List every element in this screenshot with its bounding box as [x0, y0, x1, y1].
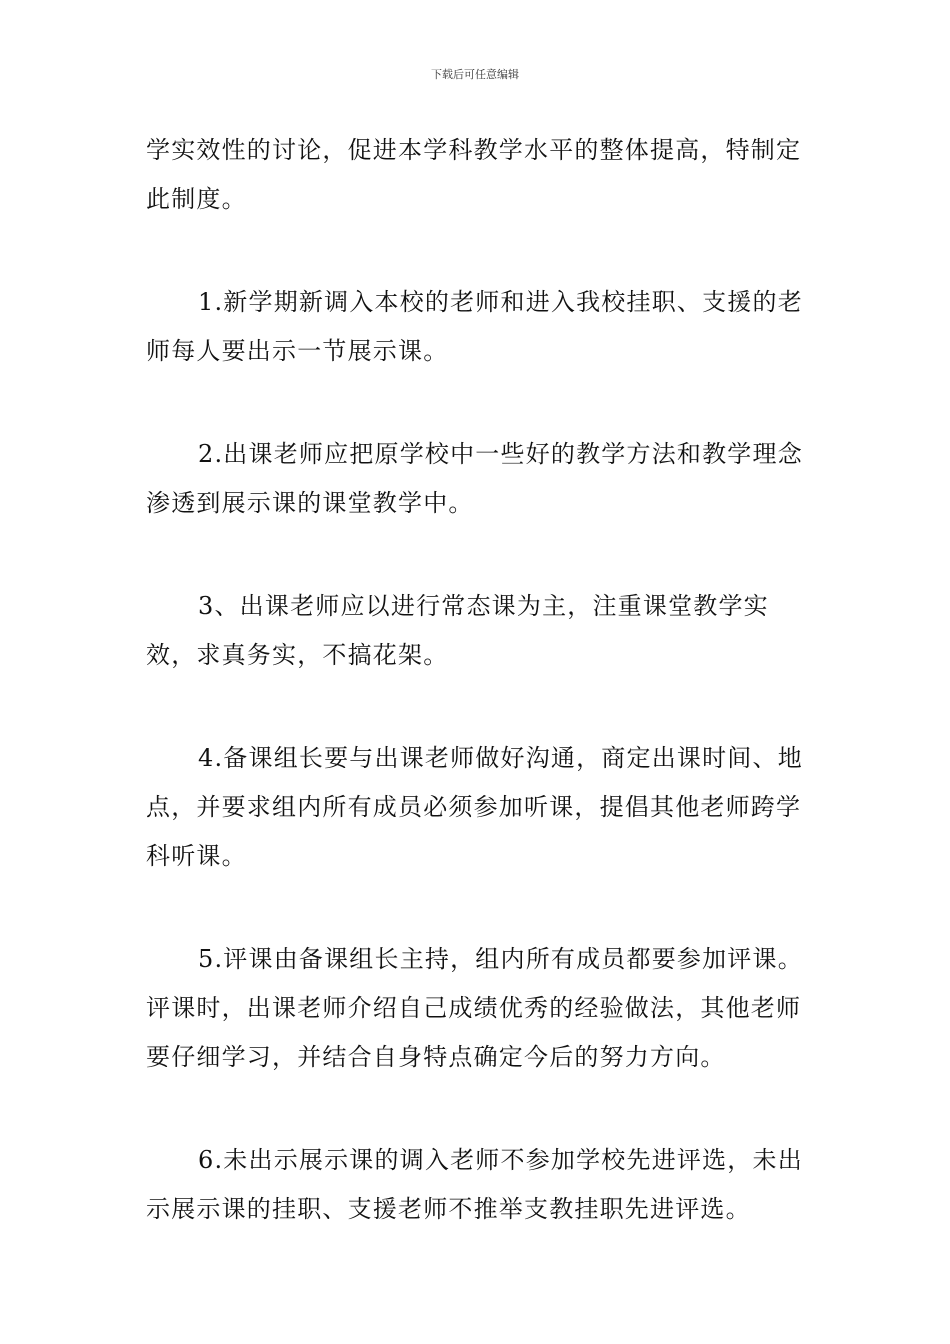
paragraph-rule-2: 2.出课老师应把原学校中一些好的教学方法和教学理念渗透到展示课的课堂教学中。 [146, 440, 803, 517]
paragraph-rule-3: 3、出课老师应以进行常态课为主，注重课堂教学实效，求真务实，不搞花架。 [146, 592, 769, 669]
paragraph-rule-4: 4.备课组长要与出课老师做好沟通，商定出课时间、地点，并要求组内所有成员必须参加听课，提倡其他老师跨学科听课。 [146, 744, 803, 870]
document-body [146, 126, 810, 1288]
paragraph-rule-6: 6.未出示展示课的调入老师不参加学校先进评选，未出示展示课的挂职、支援老师不推举支教挂职先进评选。 [146, 1146, 803, 1223]
paragraph-rule-5: 5.评课由备课组长主持，组内所有成员都要参加评课。评课时，出课老师介绍自己成绩优秀的经验做法，其他老师要仔细学习，并结合自身特点确定今后的努力方向。 [146, 945, 803, 1071]
paragraph-intro-continuation: 学实效性的讨论，促进本学科教学水平的整体提高，特制定此制度。 [146, 136, 802, 213]
page-header-note: 下载后可任意编辑 [431, 68, 519, 81]
paragraph-rule-1: 1.新学期新调入本校的老师和进入我校挂职、支援的老师每人要出示一节展示课。 [146, 288, 803, 365]
